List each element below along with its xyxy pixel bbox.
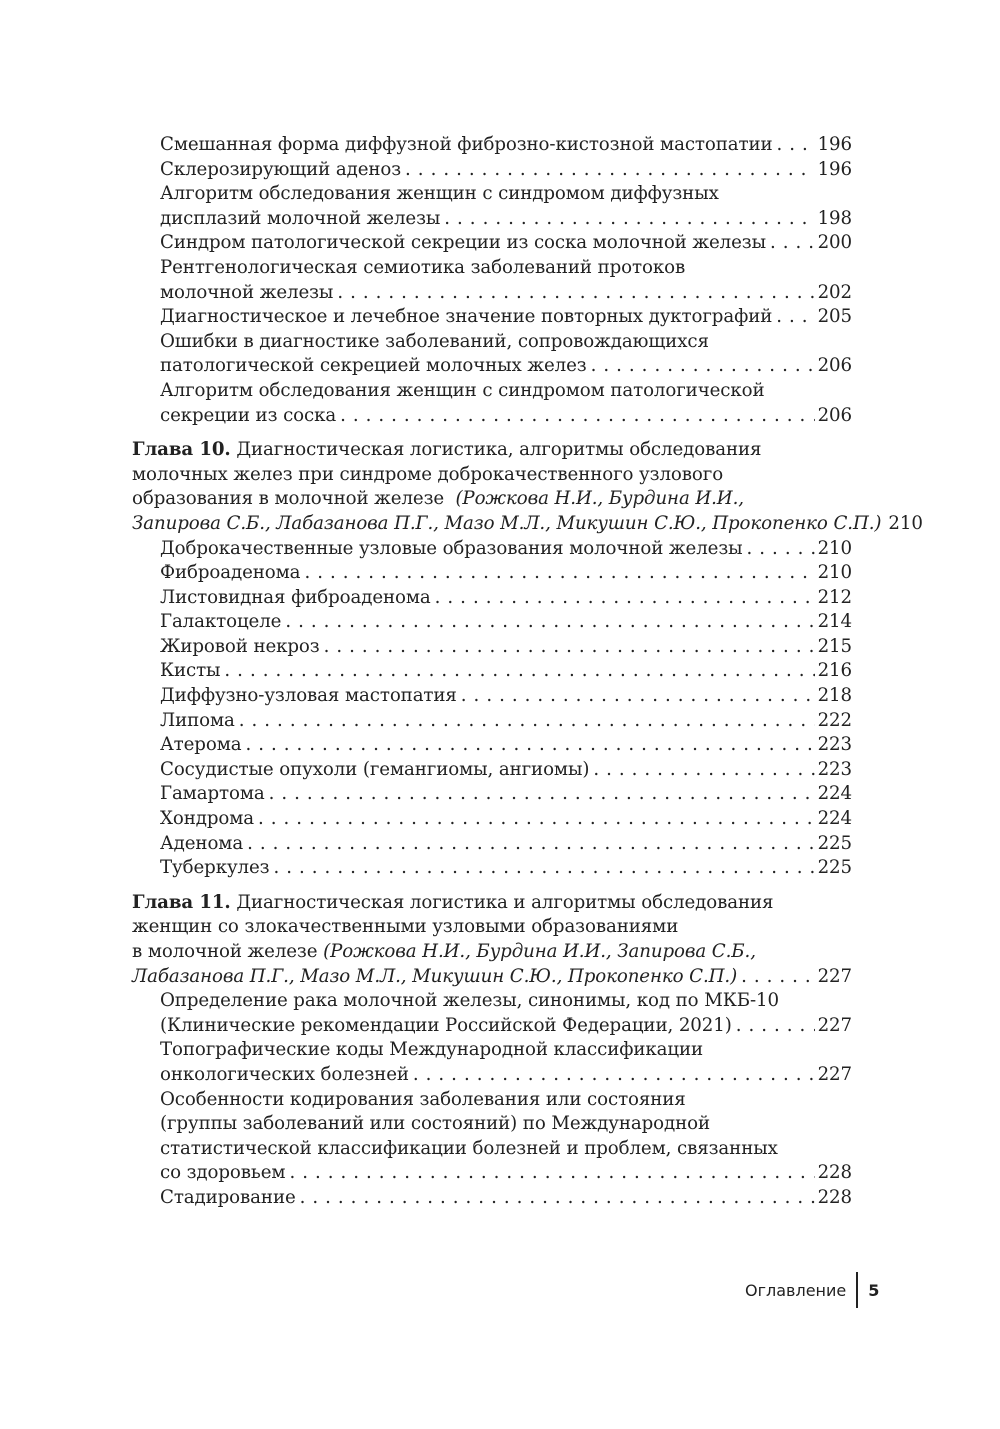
toc-entry[interactable] (132, 537, 852, 562)
chapter-title: молочных желез при синдроме доброкачественного узлового (132, 463, 724, 485)
chapter-title: Диагностическая логистика, алгоритмы обследования (230, 439, 762, 461)
toc-entry-title: патологической секрецией молочных желез (160, 355, 587, 377)
dot-leader (777, 133, 815, 158)
toc-entry-title: Диффузно-узловая мастопатия (160, 685, 457, 707)
toc-entry[interactable] (132, 807, 852, 832)
toc-entry-page: 228 (817, 1162, 852, 1184)
toc-entry[interactable] (132, 561, 852, 586)
toc-entry-page: 225 (817, 832, 852, 854)
toc-entry-title: онкологических болезней (160, 1063, 409, 1085)
page-number: 5 (868, 1280, 880, 1300)
toc-entry-title: Топографические коды Международной классификации (160, 1039, 704, 1061)
toc-entry-title: Фиброаденома (160, 562, 301, 584)
chapter-authors: Лабазанова П.Г., Мазо М.Л., Микушин С.Ю., Прокопенко С.П.) (132, 965, 738, 987)
chapter-authors: (Рожкова Н.И., Бурдина И.И., Запирова С.Б., (323, 941, 756, 962)
toc-entry-title: Аденома (160, 832, 244, 854)
chapter-title: образования в молочной железе (132, 488, 445, 510)
toc-entry[interactable] (132, 133, 852, 158)
table-of-contents (132, 133, 923, 1211)
toc-entry-page: 205 (817, 306, 852, 328)
toc-entry-title: со здоровьем (160, 1162, 286, 1184)
chapter-label: Глава 10. (132, 439, 231, 461)
dot-leader (413, 1063, 815, 1088)
dot-leader (405, 158, 815, 183)
toc-entry[interactable] (132, 782, 852, 807)
toc-entry-title: Атерома (160, 734, 242, 756)
toc-entry-title: Алгоритм обследования женщин с синдромом диффузных (160, 183, 719, 205)
toc-entry-title: Липома (160, 709, 235, 731)
dot-leader (300, 1186, 815, 1211)
dot-leader (247, 832, 814, 857)
toc-entry-page: 200 (817, 232, 852, 254)
chapter-title: Диагностическая логистика и алгоритмы обследования (230, 891, 774, 913)
toc-entry[interactable] (132, 758, 852, 783)
toc-entry-page: 210 (817, 537, 852, 559)
toc-entry-title: статистической классификации болезней и проблем, связанных (160, 1137, 778, 1159)
dot-leader (340, 404, 814, 429)
dot-leader (289, 1161, 814, 1186)
toc-entry[interactable] (132, 231, 852, 256)
toc-entry-title: Алгоритм обследования женщин с синдромом патологической (160, 379, 765, 401)
dot-leader (285, 610, 814, 635)
toc-entry-title: (группы заболеваний или состояний) по Международной (160, 1113, 711, 1135)
chapter-label: Глава 11. (132, 891, 231, 913)
toc-entry-title: Определение рака молочной железы, синонимы, код по МКБ-10 (160, 990, 779, 1012)
dot-leader (224, 659, 814, 684)
dot-leader (269, 782, 815, 807)
toc-entry[interactable] (132, 733, 852, 758)
toc-entry-page: 202 (817, 281, 852, 303)
toc-entry[interactable] (132, 1088, 852, 1186)
toc-entry-page: 210 (817, 562, 852, 584)
toc-entry[interactable] (132, 610, 852, 635)
toc-entry-page: 214 (817, 611, 852, 633)
dot-leader (461, 684, 815, 709)
toc-entry[interactable] (132, 684, 852, 709)
toc-entry-title: Хондрома (160, 808, 255, 830)
chapter-10-heading[interactable] (132, 438, 923, 536)
toc-entry-page: 198 (817, 207, 852, 229)
toc-entry-page: 206 (817, 404, 852, 426)
toc-entry-title: молочной железы (160, 281, 334, 303)
toc-entry-page: 206 (817, 355, 852, 377)
toc-entry[interactable] (132, 330, 852, 379)
toc-entry-page: 223 (817, 734, 852, 756)
dot-leader (258, 807, 815, 832)
dot-leader (444, 207, 814, 232)
toc-entry[interactable] (132, 659, 852, 684)
toc-entry[interactable] (132, 586, 852, 611)
toc-entry[interactable] (132, 1038, 852, 1087)
toc-entry-page: 196 (817, 158, 852, 180)
toc-entry-title: Склерозирующий аденоз (160, 158, 402, 180)
dot-leader (591, 354, 815, 379)
toc-entry[interactable] (132, 832, 852, 857)
toc-entry-title: Кисты (160, 660, 221, 682)
dot-leader (324, 635, 815, 660)
toc-entry[interactable] (132, 989, 852, 1038)
chapter-page: 227 (817, 965, 852, 987)
toc-entry-title: Галактоцеле (160, 611, 282, 633)
dot-leader (304, 561, 814, 586)
toc-entry-title: Диагностическое и лечебное значение повторных дуктографий (160, 306, 773, 328)
dot-leader (435, 586, 815, 611)
toc-entry-title: секреции из соска (160, 404, 337, 426)
dot-leader (245, 733, 814, 758)
toc-entry-title: Доброкачественные узловые образования молочной железы (160, 537, 743, 559)
toc-entry-title: (Клинические рекомендации Российской Федерации, 2021) (160, 1014, 732, 1036)
toc-entry-title: Гамартома (160, 783, 265, 805)
chapter-10-entries (132, 537, 852, 881)
toc-entry-title: Стадирование (160, 1186, 296, 1208)
toc-entry[interactable] (132, 158, 852, 183)
toc-entry[interactable] (132, 182, 852, 231)
toc-entry-page: 196 (817, 134, 852, 155)
toc-entry-title: Синдром патологической секреции из соска молочной железы (160, 232, 766, 254)
dot-leader (593, 758, 814, 783)
dot-leader (274, 856, 815, 881)
toc-entry-page: 225 (817, 857, 852, 879)
dot-leader (239, 709, 815, 734)
toc-entry[interactable] (132, 305, 852, 330)
toc-entry-title: Туберкулез (160, 857, 270, 879)
dot-leader (736, 1014, 815, 1039)
chapter-title: женщин со злокачественными узловыми образованиями (132, 916, 679, 938)
toc-entry-title: дисплазий молочной железы (160, 207, 441, 229)
toc-entry-title: Листовидная фиброаденома (160, 586, 431, 608)
toc-entry[interactable] (132, 379, 852, 428)
toc-entry-page: 224 (817, 808, 852, 830)
toc-entry[interactable] (132, 635, 852, 660)
toc-entry-page: 228 (817, 1186, 852, 1208)
dot-leader (337, 281, 814, 306)
toc-entry-title: Смешанная форма диффузной фиброзно-кистозной мастопатии (160, 134, 773, 155)
toc-entry-page: 215 (817, 635, 852, 657)
toc-entry-title: Особенности кодирования заболевания или состояния (160, 1088, 686, 1110)
toc-entry[interactable] (132, 709, 852, 734)
dot-leader (747, 537, 815, 562)
chapter-page: 210 (888, 512, 923, 534)
toc-entry-page: 222 (817, 709, 852, 731)
toc-entry-title: Ошибки в диагностике заболеваний, сопровождающихся (160, 330, 709, 352)
toc-entry-page: 224 (817, 783, 852, 805)
footer-section-label: Оглавление (745, 1280, 847, 1300)
chapter-authors: Запирова С.Б., Лабазанова П.Г., Мазо М.Л., Микушин С.Ю., Прокопенко С.П.) (132, 512, 882, 534)
toc-entry[interactable] (132, 1186, 852, 1211)
dot-leader (770, 231, 815, 256)
toc-entry-title: Сосудистые опухоли (гемангиомы, ангиомы) (160, 758, 590, 780)
toc-entry-title: Жировой некроз (160, 635, 320, 657)
toc-entry[interactable] (132, 256, 852, 305)
chapter-title: в молочной железе (132, 941, 324, 962)
toc-entry-page: 227 (817, 1014, 852, 1036)
toc-entry[interactable] (132, 856, 852, 881)
toc-entry-page: 216 (817, 660, 852, 682)
toc-entry-page: 218 (817, 685, 852, 707)
toc-entry-page: 227 (817, 1063, 852, 1085)
chapter-11-heading[interactable] (132, 891, 852, 989)
toc-entry-page: 223 (817, 758, 852, 780)
toc-entry-page: 212 (817, 586, 852, 608)
toc-entry-title: Рентгенологическая семиотика заболеваний протоков (160, 256, 686, 278)
dot-leader (741, 965, 814, 990)
dot-leader (776, 305, 814, 330)
chapter-authors: (Рожкова Н.И., Бурдина И.И., (455, 488, 744, 510)
page-footer (745, 1272, 879, 1308)
